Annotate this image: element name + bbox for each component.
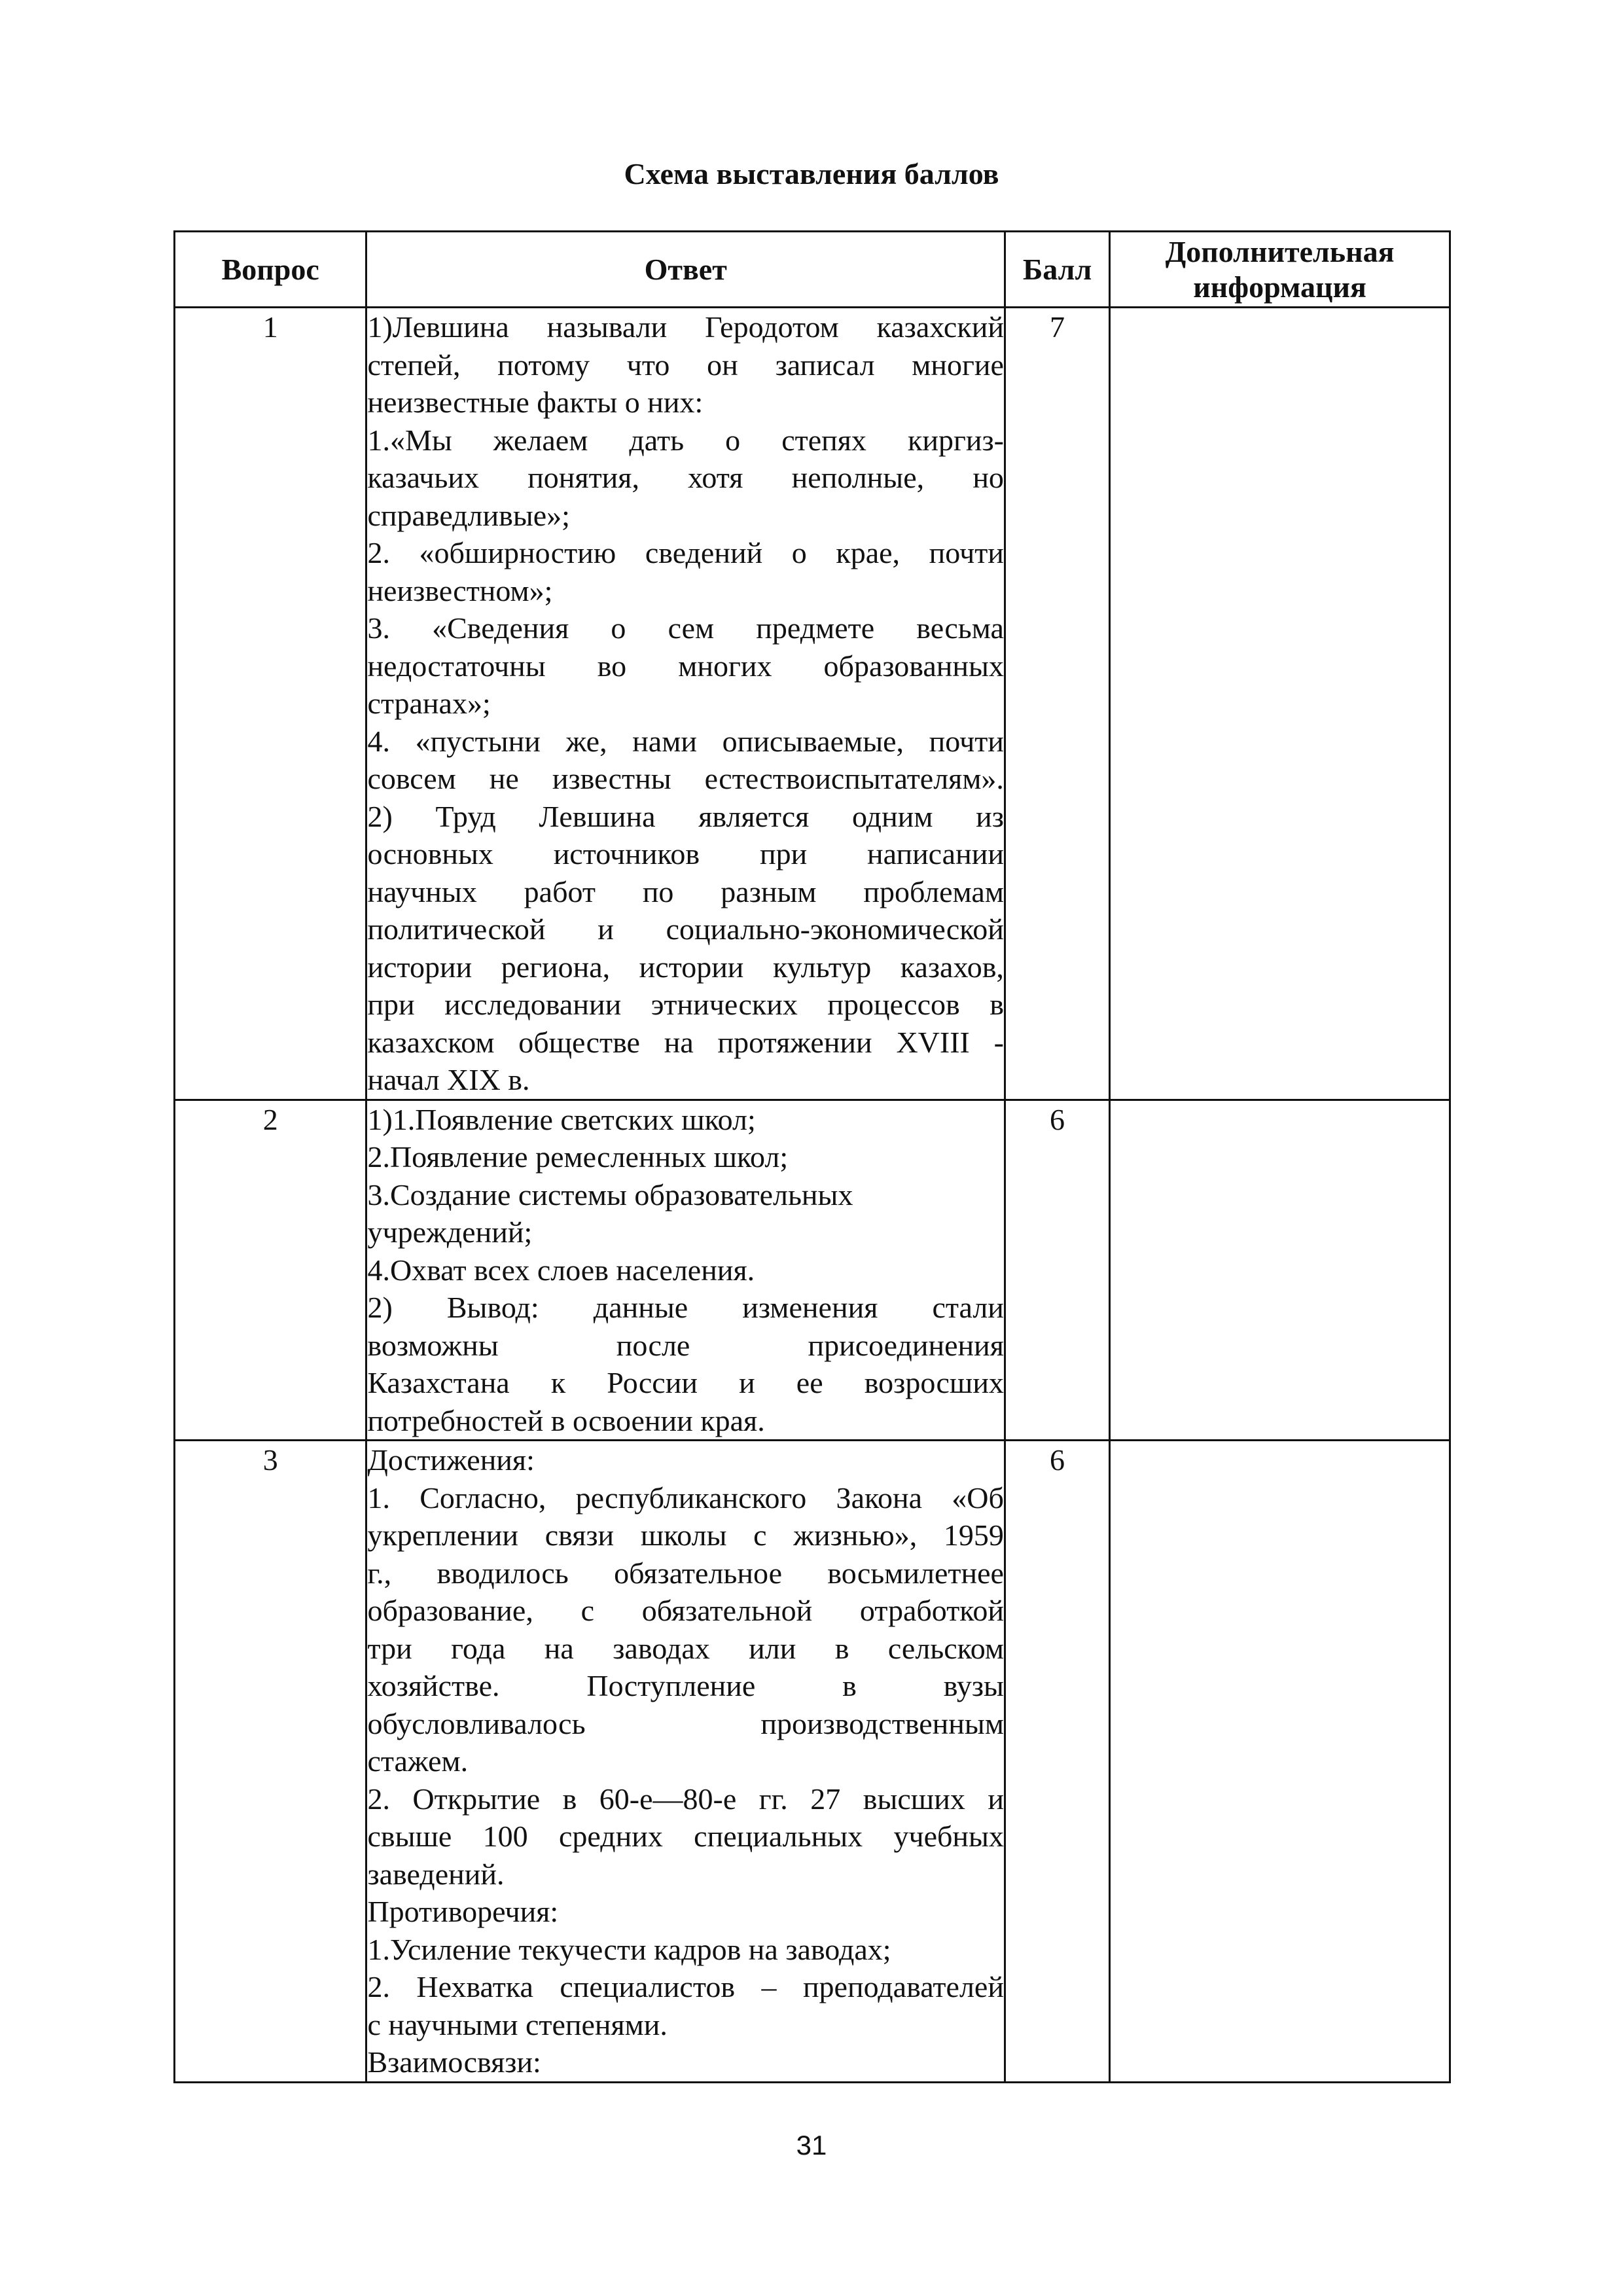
answer-line: 2. Нехватка специалистов – преподавателей xyxy=(367,1970,1004,2003)
question-number: 3 xyxy=(175,1441,366,2083)
header-score: Балл xyxy=(1005,232,1109,308)
answer-cell xyxy=(366,1100,1005,1441)
answer-line: три года на заводах или в сельском xyxy=(367,1631,1004,1665)
score-value: 6 xyxy=(1005,1100,1109,1441)
answer-line: 1)1.Появление светских школ; xyxy=(367,1102,756,1136)
answer-line: стажем. xyxy=(367,1744,469,1778)
answer-line: укреплении связи школы с жизнью», 1959 xyxy=(367,1518,1004,1552)
table-row xyxy=(175,308,1450,1100)
answer-line: недостаточны во многих образованных xyxy=(367,649,1004,683)
page-number: 31 xyxy=(796,2130,827,2161)
additional-info-cell xyxy=(1110,1441,1450,2083)
answer-line: основных источников при написании xyxy=(367,837,1004,870)
additional-info-cell xyxy=(1110,308,1450,1100)
header-question: Вопрос xyxy=(175,232,366,308)
score-value: 6 xyxy=(1005,1441,1109,2083)
answer-line: 2) Труд Левшина является одним из xyxy=(367,799,1004,833)
additional-info-cell xyxy=(1110,1100,1450,1441)
answer-line: начал XIX в. xyxy=(367,1063,530,1096)
answer-line: 1. Согласно, республиканского Закона «Об xyxy=(367,1480,1004,1515)
answer-line: Взаимосвязи: xyxy=(367,2045,541,2079)
page-title: Схема выставления баллов xyxy=(624,157,999,190)
answer-line: политической и социально-экономической xyxy=(367,912,1004,946)
table-row xyxy=(175,1100,1450,1441)
answer-line: 4. «пустыни же, нами описываемые, почти xyxy=(367,724,1004,758)
header-answer: Ответ xyxy=(366,232,1005,308)
answer-cell xyxy=(366,1441,1005,2083)
question-number: 2 xyxy=(175,1100,366,1441)
answer-line: 2. «обширностию сведений о крае, почти xyxy=(367,536,1004,569)
answer-line: совсем не известны естествоиспытателям». xyxy=(367,762,1004,795)
answer-line: 4.Охват всех слоев населения. xyxy=(367,1253,755,1287)
answer-line: 3. «Сведения о сем предмете весьма xyxy=(367,611,1004,645)
score-value: 7 xyxy=(1005,308,1109,1100)
scoring-table xyxy=(173,230,1451,2083)
answer-line: странах»; xyxy=(367,687,491,720)
answer-line: степей, потому что он записал многие xyxy=(367,348,1004,382)
answer-line: неизвестном»; xyxy=(367,573,553,607)
answer-line: учреждений; xyxy=(367,1215,533,1249)
answer-line: при исследовании этнических процессов в xyxy=(367,988,1004,1021)
answer-line: 1.Усиление текучести кадров на заводах; xyxy=(367,1932,891,1966)
answer-line: истории региона, истории культур казахов, xyxy=(367,950,1004,984)
header-info-line-1: Дополнительная xyxy=(1165,234,1395,268)
answer-line: Казахстана к России и ее возросших xyxy=(367,1366,1004,1399)
answer-line: 3.Создание системы образовательных xyxy=(367,1177,853,1211)
answer-line: г., вводилось обязательное восьмилетнее xyxy=(367,1556,1004,1590)
answer-line: Противоречия: xyxy=(367,1895,559,1928)
answer-line: казахском обществе на протяжении XVIII - xyxy=(367,1025,1004,1059)
answer-line: неизвестные факты о них: xyxy=(367,386,704,419)
answer-line: Достижения: xyxy=(367,1443,535,1477)
answer-line: образование, с обязательной отработкой xyxy=(367,1594,1004,1627)
answer-line: обусловливалось производственным xyxy=(367,1706,1004,1740)
answer-line: казачьих понятия, хотя неполные, но xyxy=(367,461,1004,494)
table-header-row xyxy=(175,232,1450,308)
answer-line: потребностей в освоении края. xyxy=(367,1403,765,1437)
answer-line: 2) Вывод: данные изменения стали xyxy=(367,1291,1004,1324)
answer-line: возможны после присоединения xyxy=(367,1328,1004,1362)
table-row xyxy=(175,1441,1450,2083)
answer-cell xyxy=(366,308,1005,1100)
answer-line: 1.«Мы желаем дать о степях киргиз- xyxy=(367,423,1004,457)
answer-line: справедливые»; xyxy=(367,498,570,532)
answer-line: с научными степенями. xyxy=(367,2007,668,2041)
answer-line: заведений. xyxy=(367,1857,505,1891)
question-number: 1 xyxy=(175,308,366,1100)
answer-line: хозяйстве. Поступление в вузы xyxy=(367,1669,1004,1702)
answer-line: научных работ по разным проблемам xyxy=(367,874,1004,908)
answer-line: свыше 100 средних специальных учебных xyxy=(367,1820,1004,1853)
answer-line: 2.Появление ремесленных школ; xyxy=(367,1140,789,1174)
header-info-line-2: информация xyxy=(1193,270,1366,304)
answer-line: 2. Открытие в 60-е—80-е гг. 27 высших и xyxy=(367,1782,1004,1816)
header-additional-info xyxy=(1110,232,1450,308)
answer-line: 1)Левшина называли Геродотом казахский xyxy=(367,310,1004,344)
